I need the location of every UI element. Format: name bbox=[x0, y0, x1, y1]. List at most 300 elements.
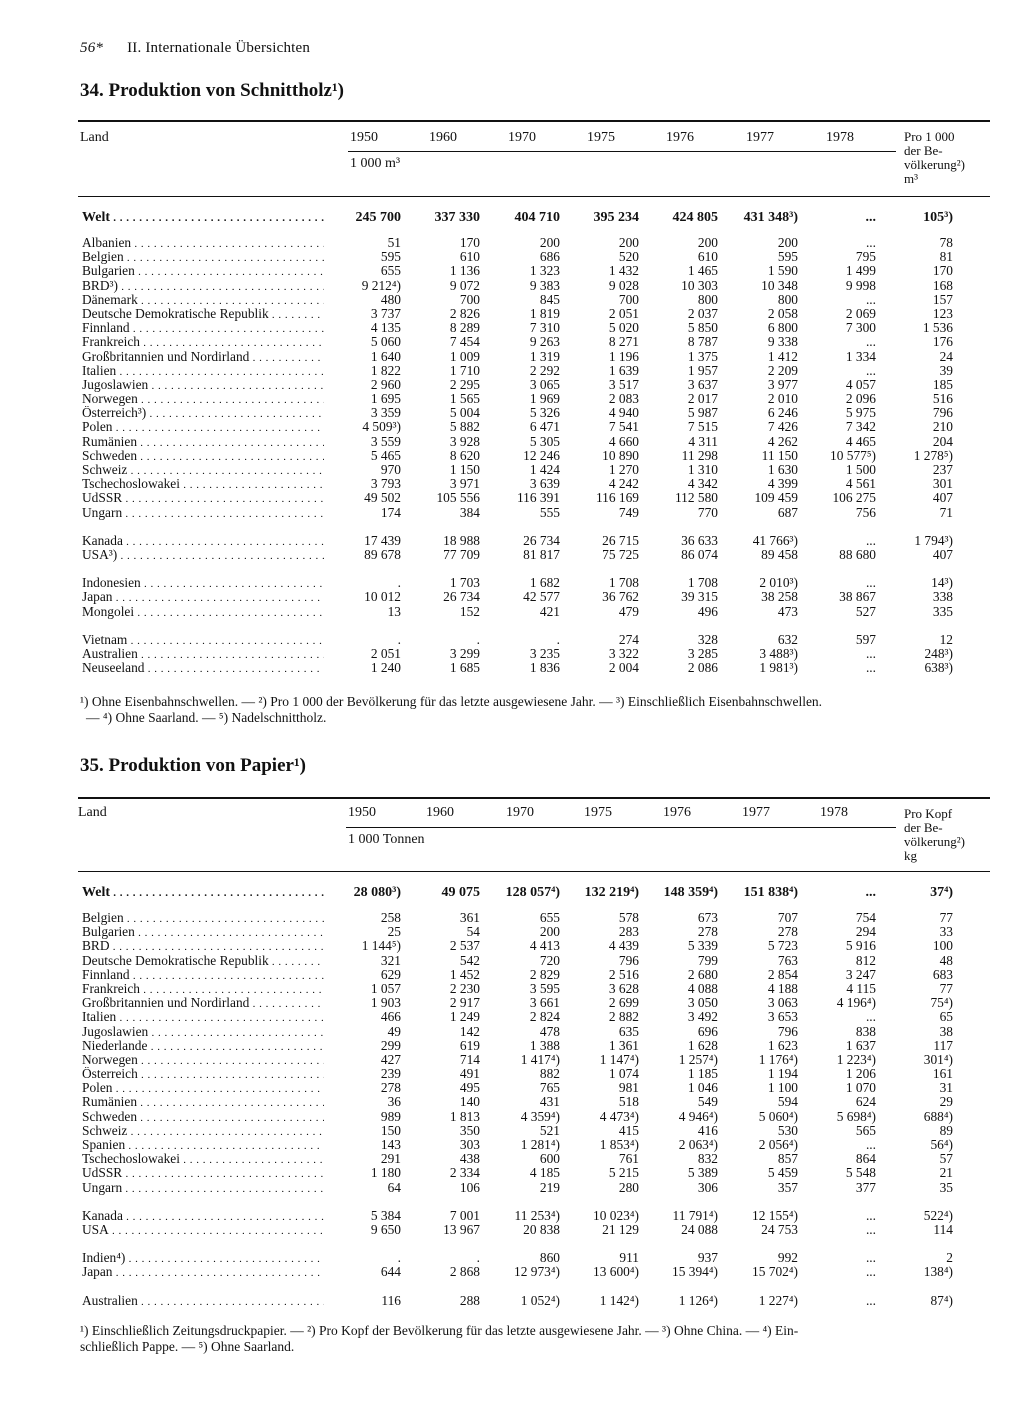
country-name: Spanien . . . bbox=[82, 1138, 324, 1153]
value-cell: 2 056⁴) bbox=[758, 1137, 798, 1152]
table-row bbox=[78, 392, 990, 406]
value-cell: 1 630 bbox=[767, 462, 798, 477]
value-cell: 9 650 bbox=[370, 1221, 401, 1237]
running-header bbox=[80, 40, 310, 57]
per-capita-cell: 138⁴) bbox=[923, 1264, 953, 1280]
value-cell: 518 bbox=[618, 1094, 639, 1110]
country-name: UdSSR . . . bbox=[82, 1166, 324, 1181]
value-cell: 4 439 bbox=[608, 938, 639, 954]
value-cell: 36 762 bbox=[602, 589, 639, 605]
table-row bbox=[78, 236, 990, 250]
value-cell: 632 bbox=[777, 631, 798, 647]
table-row bbox=[78, 1067, 990, 1081]
header-year-1976: 1976 bbox=[666, 130, 694, 145]
value-cell: 39 315 bbox=[681, 589, 718, 605]
value-cell: 41 766³) bbox=[752, 532, 798, 548]
value-cell: 3 595 bbox=[529, 980, 560, 996]
value-cell: 112 580 bbox=[674, 490, 718, 506]
country-name: Deutsche Demokratische Republik . . . bbox=[82, 954, 324, 969]
value-cell: 1 100 bbox=[767, 1080, 798, 1096]
value-cell: 1 640 bbox=[370, 348, 401, 364]
per-capita-cell: 57 bbox=[939, 1151, 953, 1167]
value-cell: 1 695 bbox=[370, 391, 401, 407]
value-cell: 2 230 bbox=[449, 980, 480, 996]
value-cell: 116 169 bbox=[595, 490, 639, 506]
per-capita-cell: 157 bbox=[932, 291, 953, 307]
table-row bbox=[78, 463, 990, 477]
value-cell: ... bbox=[865, 645, 876, 661]
value-cell: . bbox=[397, 1250, 401, 1266]
value-cell: 12 155⁴) bbox=[752, 1207, 798, 1223]
value-cell: 4 509³) bbox=[362, 419, 401, 435]
value-cell: 1 196 bbox=[608, 348, 639, 364]
value-cell: 1 813 bbox=[449, 1108, 480, 1124]
value-cell: 838 bbox=[855, 1023, 876, 1039]
footnote-line: ¹) Einschließlich Zeitungsdruckpapier. — ²) Pro Kopf der Bevölkerung für das letzte ausgewiesene Jahr. — ³) Ohne China. — ⁴) Ein- bbox=[80, 1323, 799, 1338]
value-cell: 288 bbox=[459, 1292, 480, 1308]
country-name: Schweden . . . bbox=[82, 449, 324, 464]
value-cell: 1 046 bbox=[687, 1080, 718, 1096]
value-cell: 3 637 bbox=[687, 376, 718, 392]
value-cell: 42 577 bbox=[523, 589, 560, 605]
value-cell: ... bbox=[865, 1207, 876, 1223]
value-cell: 3 065 bbox=[529, 376, 560, 392]
value-cell: 7 001 bbox=[449, 1207, 480, 1223]
value-cell: 38 867 bbox=[839, 589, 876, 605]
value-cell: 800 bbox=[697, 291, 718, 307]
value-cell: 132 219⁴) bbox=[584, 885, 639, 900]
value-cell: 2 051 bbox=[608, 305, 639, 321]
value-cell: 424 805 bbox=[672, 210, 718, 225]
value-cell: 2 699 bbox=[608, 995, 639, 1011]
value-cell: 3 050 bbox=[687, 995, 718, 1011]
value-cell: 496 bbox=[697, 603, 718, 619]
table-row bbox=[78, 279, 990, 293]
value-cell: 3 488³) bbox=[759, 645, 798, 661]
value-cell: 1 257⁴) bbox=[678, 1051, 718, 1067]
header-rule bbox=[78, 196, 990, 197]
value-cell: 106 275 bbox=[832, 490, 876, 506]
value-cell: 36 633 bbox=[681, 532, 718, 548]
value-cell: 2 004 bbox=[608, 660, 639, 676]
per-capita-cell: 638³) bbox=[924, 660, 953, 676]
value-cell: 1 150 bbox=[449, 462, 480, 477]
country-name: Australien . . . bbox=[82, 647, 324, 662]
value-cell: 49 075 bbox=[441, 885, 480, 900]
value-cell: 4 088 bbox=[687, 980, 718, 996]
table-35-title: 35. Produktion von Papier¹) bbox=[80, 755, 306, 776]
table-row bbox=[78, 1294, 990, 1308]
value-cell: 5 459 bbox=[767, 1165, 798, 1181]
table-row bbox=[78, 1265, 990, 1279]
value-cell: 707 bbox=[777, 910, 798, 925]
value-cell: 1 836 bbox=[529, 660, 560, 676]
per-capita-cell: 683 bbox=[932, 966, 953, 982]
per-capita-cell: 35 bbox=[939, 1179, 953, 1195]
table-row bbox=[78, 1138, 990, 1152]
value-cell: . bbox=[397, 575, 401, 591]
per-capita-cell: 37⁴) bbox=[930, 885, 953, 900]
table-row bbox=[78, 264, 990, 278]
value-cell: 5 004 bbox=[449, 405, 480, 421]
country-name: Mongolei . . . bbox=[82, 605, 324, 620]
value-cell: 421 bbox=[539, 603, 560, 619]
value-cell: 18 988 bbox=[443, 532, 480, 548]
table-row bbox=[78, 435, 990, 449]
value-cell: 4 115 bbox=[846, 980, 876, 996]
value-cell: 11 298 bbox=[681, 447, 718, 463]
value-cell: 549 bbox=[697, 1094, 718, 1110]
value-cell: 258 bbox=[380, 910, 401, 925]
table-row bbox=[78, 1251, 990, 1265]
value-cell: 1 424 bbox=[529, 462, 560, 477]
value-cell: 128 057⁴) bbox=[505, 885, 560, 900]
value-cell: 151 838⁴) bbox=[743, 885, 798, 900]
per-capita-cell: 29 bbox=[939, 1094, 953, 1110]
value-cell: 478 bbox=[539, 1023, 560, 1039]
per-capita-cell: 237 bbox=[932, 462, 953, 477]
section-title: II. Internationale Übersichten bbox=[127, 40, 311, 56]
value-cell: 1 981³) bbox=[759, 660, 798, 676]
value-cell: 200 bbox=[618, 235, 639, 250]
per-capita-cell: 117 bbox=[933, 1037, 953, 1053]
value-cell: 4 196⁴) bbox=[836, 995, 876, 1011]
table-row bbox=[78, 548, 990, 562]
value-cell: 280 bbox=[618, 1179, 639, 1195]
table-row bbox=[78, 420, 990, 434]
value-cell: 361 bbox=[459, 910, 480, 925]
per-capita-cell: 170 bbox=[932, 263, 953, 279]
footnote-line: — ⁴) Ohne Saarland. — ⁵) Nadelschnittholz. bbox=[86, 710, 327, 725]
value-cell: 10 348 bbox=[761, 277, 798, 293]
per-capita-cell: 407 bbox=[932, 490, 953, 506]
value-cell: 3 639 bbox=[529, 476, 560, 492]
footnote-line: schließlich Pappe. — ⁵) Ohne Saarland. bbox=[80, 1339, 295, 1354]
value-cell: 140 bbox=[459, 1094, 480, 1110]
value-cell: 1 323 bbox=[529, 263, 560, 279]
table-row bbox=[78, 491, 990, 505]
value-cell: 1 969 bbox=[529, 391, 560, 407]
value-cell: 796 bbox=[618, 952, 639, 968]
value-cell: 1 176⁴) bbox=[758, 1051, 798, 1067]
unit-label: 1 000 Tonnen bbox=[348, 832, 425, 847]
value-cell: 3 977 bbox=[767, 376, 798, 392]
country-name: Jugoslawien . . . bbox=[82, 1025, 324, 1040]
country-name: Bulgarien . . . bbox=[82, 264, 324, 279]
value-cell: 594 bbox=[777, 1094, 798, 1110]
value-cell: 3 359 bbox=[370, 405, 401, 421]
value-cell: 3 737 bbox=[370, 305, 401, 321]
value-cell: 480 bbox=[380, 291, 401, 307]
value-cell: 26 715 bbox=[602, 532, 639, 548]
value-cell: 357 bbox=[777, 1179, 798, 1195]
value-cell: 49 502 bbox=[364, 490, 401, 506]
value-cell: 800 bbox=[777, 291, 798, 307]
per-capita-header: Pro 1 000 der Be- völkerung²) m³ bbox=[904, 129, 965, 186]
value-cell: 64 bbox=[387, 1179, 401, 1195]
value-cell: 7 342 bbox=[845, 419, 876, 435]
value-cell: 1 126⁴) bbox=[678, 1292, 718, 1308]
unit-rule bbox=[346, 827, 896, 828]
country-name: Belgien . . . bbox=[82, 250, 324, 265]
value-cell: 3 063 bbox=[767, 995, 798, 1011]
country-name: Finnland . . . bbox=[82, 968, 324, 983]
value-cell: 89 458 bbox=[761, 546, 798, 562]
per-capita-cell: 210 bbox=[932, 419, 953, 435]
per-capita-cell: 56⁴) bbox=[930, 1137, 953, 1152]
value-cell: 1 270 bbox=[608, 462, 639, 477]
value-cell: 278 bbox=[697, 924, 718, 940]
value-cell: 5 916 bbox=[845, 938, 876, 954]
value-cell: 1 710 bbox=[449, 362, 480, 378]
value-cell: 629 bbox=[380, 966, 401, 982]
page-number: 56* bbox=[80, 40, 104, 56]
value-cell: 578 bbox=[618, 910, 639, 925]
footnote-line: ¹) Ohne Eisenbahnschwellen. — ²) Pro 1 000 der Bevölkerung für das letzte ausgewiesene Jahr. — ³) Einschließlich Eisenbahnschwellen. bbox=[80, 694, 823, 709]
per-capita-cell: 89 bbox=[939, 1122, 953, 1138]
value-cell: 9 263 bbox=[529, 334, 560, 350]
value-cell: 1 685 bbox=[449, 660, 480, 676]
per-capita-cell: 176 bbox=[932, 334, 953, 350]
value-cell: 1 500 bbox=[845, 462, 876, 477]
country-name: Großbritannien und Nordirland . . . bbox=[82, 996, 324, 1011]
value-cell: 1 637 bbox=[845, 1037, 876, 1053]
unit-rule bbox=[348, 151, 896, 152]
value-cell: 763 bbox=[777, 952, 798, 968]
value-cell: 5 384 bbox=[370, 1207, 401, 1223]
value-cell: 2 295 bbox=[449, 376, 480, 392]
table-34-title: 34. Produktion von Schnittholz¹) bbox=[80, 80, 345, 101]
value-cell: 7 454 bbox=[449, 334, 480, 350]
per-capita-cell: 204 bbox=[932, 433, 953, 449]
value-cell: 1 185 bbox=[687, 1066, 718, 1082]
value-cell: 4 413 bbox=[529, 938, 560, 954]
table-row bbox=[78, 939, 990, 953]
per-capita-cell: 688⁴) bbox=[923, 1108, 953, 1124]
per-capita-cell: 31 bbox=[939, 1080, 953, 1096]
value-cell: 3 492 bbox=[687, 1009, 718, 1025]
table-row bbox=[78, 590, 990, 604]
value-cell: 812 bbox=[855, 952, 876, 968]
table-row bbox=[78, 1124, 990, 1138]
per-capita-cell: 14³) bbox=[931, 575, 953, 591]
value-cell: 6 800 bbox=[767, 320, 798, 336]
table-35-body bbox=[78, 883, 990, 1308]
per-capita-cell: 522⁴) bbox=[923, 1207, 953, 1223]
value-cell: 106 bbox=[459, 1179, 480, 1195]
country-name: Polen . . . bbox=[82, 1081, 324, 1096]
value-cell: . bbox=[476, 1250, 480, 1266]
value-cell: 150 bbox=[380, 1122, 401, 1138]
country-name: Australien . . . bbox=[82, 1294, 324, 1309]
value-cell: 1 412 bbox=[767, 348, 798, 364]
header-rule bbox=[78, 871, 990, 872]
value-cell: 2 537 bbox=[449, 938, 480, 954]
country-name: Albanien . . . bbox=[82, 236, 324, 251]
value-cell: 1 957 bbox=[687, 362, 718, 378]
table-row bbox=[78, 1223, 990, 1237]
table-row bbox=[78, 661, 990, 675]
value-cell: 5 850 bbox=[687, 320, 718, 336]
per-capita-cell: 39 bbox=[939, 362, 953, 378]
per-capita-header: Pro Kopf der Be- völkerung²) kg bbox=[904, 806, 965, 863]
per-capita-cell: 407 bbox=[932, 546, 953, 562]
country-name: Frankreich . . . bbox=[82, 982, 324, 997]
value-cell: 4 940 bbox=[608, 405, 639, 421]
value-cell: 1 708 bbox=[687, 575, 718, 591]
value-cell: 2 680 bbox=[687, 966, 718, 982]
value-cell: ... bbox=[865, 1137, 876, 1152]
table-34-footnotes bbox=[80, 694, 1000, 726]
value-cell: 673 bbox=[697, 910, 718, 925]
value-cell: 1 310 bbox=[687, 462, 718, 477]
value-cell: 28 080³) bbox=[353, 885, 401, 900]
per-capita-cell: 338 bbox=[932, 589, 953, 605]
country-name: Polen . . . bbox=[82, 420, 324, 435]
table-34 bbox=[78, 118, 990, 698]
value-cell: 1 590 bbox=[767, 263, 798, 279]
value-cell: 595 bbox=[777, 249, 798, 265]
value-cell: ... bbox=[865, 334, 876, 350]
value-cell: 7 310 bbox=[529, 320, 560, 336]
header-year-1978: 1978 bbox=[820, 805, 848, 820]
value-cell: 3 971 bbox=[449, 476, 480, 492]
value-cell: 3 235 bbox=[529, 645, 560, 661]
value-cell: 3 299 bbox=[449, 645, 480, 661]
value-cell: 8 787 bbox=[687, 334, 718, 350]
value-cell: 8 271 bbox=[608, 334, 639, 350]
value-cell: 11 791⁴) bbox=[672, 1207, 718, 1223]
value-cell: 200 bbox=[777, 235, 798, 250]
value-cell: 303 bbox=[459, 1137, 480, 1152]
country-name: Jugoslawien . . . bbox=[82, 378, 324, 393]
value-cell: 5 987 bbox=[687, 405, 718, 421]
value-cell: 81 817 bbox=[523, 546, 560, 562]
country-name: Japan . . . bbox=[82, 1265, 324, 1280]
country-name: Finnland . . . bbox=[82, 321, 324, 336]
table-row bbox=[78, 954, 990, 968]
value-cell: 1 639 bbox=[608, 362, 639, 378]
value-cell: 10 012 bbox=[364, 589, 401, 605]
value-cell: 992 bbox=[777, 1250, 798, 1266]
value-cell: 38 258 bbox=[761, 589, 798, 605]
country-name: Schweiz . . . bbox=[82, 1124, 324, 1139]
table-row bbox=[78, 534, 990, 548]
value-cell: 7 541 bbox=[608, 419, 639, 435]
value-cell: 142 bbox=[459, 1023, 480, 1039]
country-name: Indien⁴) . . . bbox=[82, 1251, 324, 1266]
value-cell: 527 bbox=[855, 603, 876, 619]
world-total-row bbox=[78, 208, 990, 228]
value-cell: 350 bbox=[459, 1122, 480, 1138]
value-cell: 686 bbox=[539, 249, 560, 265]
country-name: Tschechoslowakei . . . bbox=[82, 1152, 324, 1167]
value-cell: 11 253⁴) bbox=[514, 1207, 560, 1223]
value-cell: 36 bbox=[387, 1094, 401, 1110]
value-cell: 278 bbox=[777, 924, 798, 940]
value-cell: 5 882 bbox=[449, 419, 480, 435]
value-cell: . bbox=[556, 631, 560, 647]
value-cell: 989 bbox=[380, 1108, 401, 1124]
per-capita-cell: 33 bbox=[939, 924, 953, 940]
unit-label: 1 000 m³ bbox=[350, 156, 401, 171]
value-cell: 1 375 bbox=[687, 348, 718, 364]
table-row bbox=[78, 378, 990, 392]
country-name: Italien . . . bbox=[82, 364, 324, 379]
country-name: Rumänien . . . bbox=[82, 435, 324, 450]
value-cell: 1 703 bbox=[449, 575, 480, 591]
value-cell: 3 653 bbox=[767, 1009, 798, 1025]
value-cell: 5 215 bbox=[608, 1165, 639, 1181]
value-cell: 765 bbox=[539, 1080, 560, 1096]
value-cell: 4 473⁴) bbox=[599, 1108, 639, 1124]
value-cell: 2 010³) bbox=[759, 575, 798, 591]
country-name: USA³) . . . bbox=[82, 548, 324, 563]
value-cell: 4 262 bbox=[767, 433, 798, 449]
value-cell: 597 bbox=[855, 631, 876, 647]
value-cell: 8 620 bbox=[449, 447, 480, 463]
table-row bbox=[78, 1053, 990, 1067]
country-name: Österreich . . . bbox=[82, 1067, 324, 1082]
value-cell: 2 826 bbox=[449, 305, 480, 321]
per-capita-cell: 105³) bbox=[923, 210, 953, 225]
value-cell: 148 359⁴) bbox=[663, 885, 718, 900]
value-cell: 377 bbox=[855, 1179, 876, 1195]
table-row bbox=[78, 996, 990, 1010]
per-capita-cell: 335 bbox=[932, 603, 953, 619]
value-cell: 15 702⁴) bbox=[752, 1264, 798, 1280]
value-cell: 796 bbox=[777, 1023, 798, 1039]
value-cell: 431 bbox=[539, 1094, 560, 1110]
per-capita-cell: 71 bbox=[939, 504, 953, 520]
per-capita-cell: 75⁴) bbox=[930, 995, 953, 1011]
value-cell: 395 234 bbox=[593, 210, 639, 225]
value-cell: 761 bbox=[618, 1151, 639, 1167]
country-name: Schweden . . . bbox=[82, 1110, 324, 1125]
header-year-1975: 1975 bbox=[584, 805, 612, 820]
value-cell: 105 556 bbox=[436, 490, 480, 506]
header-year-1950: 1950 bbox=[350, 130, 378, 145]
value-cell: 520 bbox=[618, 249, 639, 265]
header-year-1970: 1970 bbox=[508, 130, 536, 145]
value-cell: 170 bbox=[459, 235, 480, 250]
value-cell: 542 bbox=[459, 952, 480, 968]
value-cell: 2 010 bbox=[767, 391, 798, 407]
per-capita-cell: 24 bbox=[939, 348, 953, 364]
value-cell: 624 bbox=[855, 1094, 876, 1110]
value-cell: 5 698⁴) bbox=[836, 1108, 876, 1124]
value-cell: 4 342 bbox=[687, 476, 718, 492]
value-cell: 1 319 bbox=[529, 348, 560, 364]
value-cell: 1 142⁴) bbox=[599, 1292, 639, 1308]
per-capita-cell: 77 bbox=[939, 910, 953, 925]
country-name: Japan . . . bbox=[82, 590, 324, 605]
country-name: Vietnam . . . bbox=[82, 633, 324, 648]
header-year-1960: 1960 bbox=[426, 805, 454, 820]
header-year-1978: 1978 bbox=[826, 130, 854, 145]
table-row bbox=[78, 968, 990, 982]
table-row bbox=[78, 506, 990, 520]
value-cell: 6 246 bbox=[767, 405, 798, 421]
value-cell: 2 917 bbox=[449, 995, 480, 1011]
value-cell: 3 928 bbox=[449, 433, 480, 449]
value-cell: 1 281⁴) bbox=[520, 1137, 560, 1152]
per-capita-cell: 81 bbox=[939, 249, 953, 265]
top-rule bbox=[78, 120, 990, 122]
value-cell: 49 bbox=[387, 1023, 401, 1039]
value-cell: 86 074 bbox=[681, 546, 718, 562]
value-cell: 404 710 bbox=[514, 210, 560, 225]
